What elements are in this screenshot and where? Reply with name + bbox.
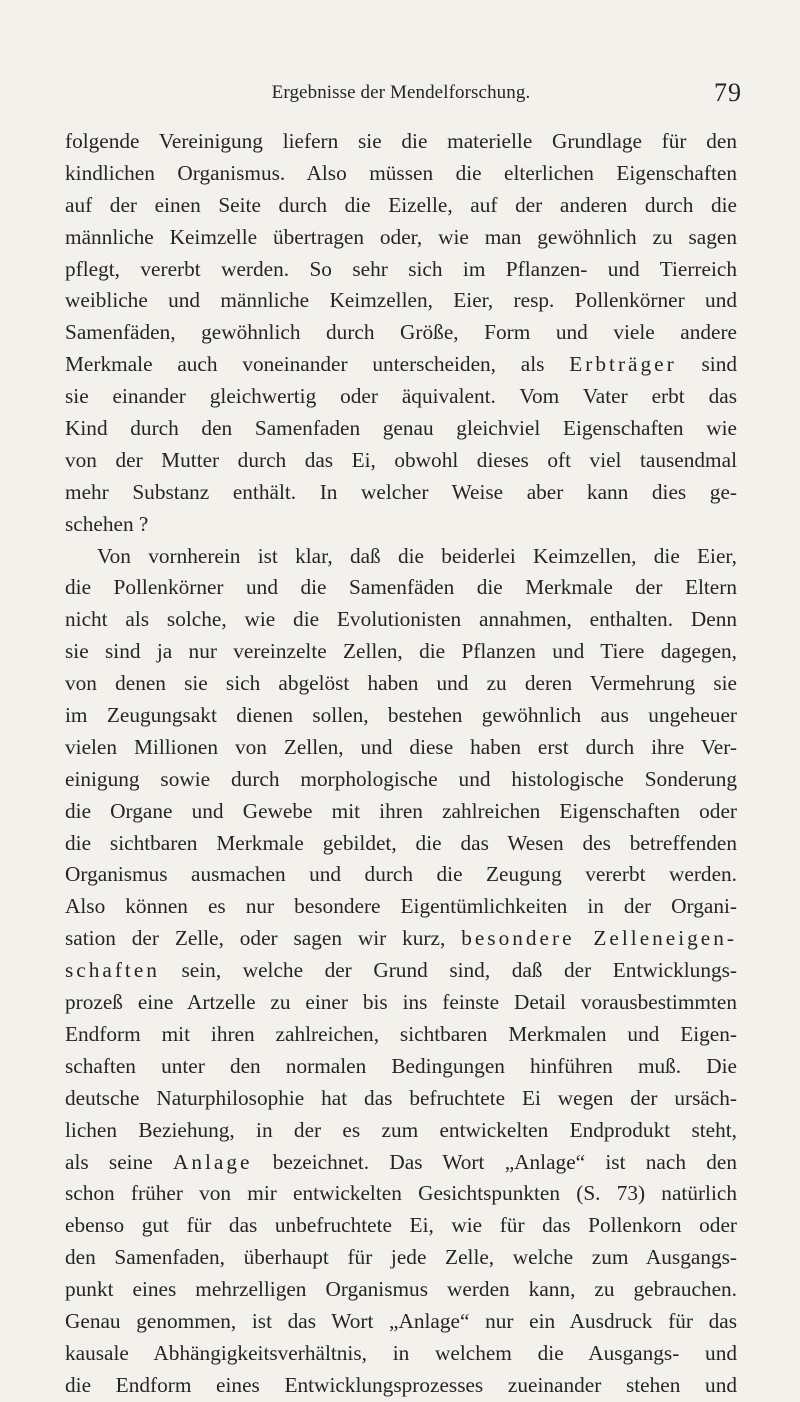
text-line: prozeß eine Artzelle zu einer bis ins feinste Detail vorausbestimmten <box>65 990 737 1015</box>
text-line: sie einander gleichwertig oder äquivalent. Vom Vater erbt das <box>65 384 737 409</box>
text-line: kausale Abhängigkeitsverhältnis, in welchem die Ausgangs- und <box>65 1340 737 1365</box>
text-line: einigung sowie durch morphologische und histologische Sonderung <box>65 766 737 791</box>
text-line <box>65 955 737 987</box>
text-line: Also können es nur besondere Eigentümlichkeiten in der Organi- <box>65 894 737 919</box>
text-line: Samenfäden, gewöhnlich durch Größe, Form und viele andere <box>65 320 737 345</box>
text-line: auf der einen Seite durch die Eizelle, auf der anderen durch die <box>65 192 737 217</box>
text-line: deutsche Naturphilosophie hat das befruchtete Ei wegen der ursäch- <box>65 1085 737 1110</box>
paragraph-1 <box>65 126 737 541</box>
text-line: schon früher von mir entwickelten Gesichtspunkten (S. 73) natürlich <box>65 1181 737 1206</box>
emphasized-term: besondere Zelleneigen- <box>461 926 737 951</box>
emphasized-term: Anlage <box>172 1149 253 1174</box>
text-line: von denen sie sich abgelöst haben und zu deren Vermehrung sie <box>65 671 737 696</box>
text-line <box>65 1147 737 1179</box>
paragraph-2 <box>65 541 737 1402</box>
text-line: folgende Vereinigung liefern sie die materielle Grundlage für den <box>65 129 737 153</box>
text-line: mehr Substanz enthält. In welcher Weise aber kann dies ge- <box>65 479 737 504</box>
emphasized-term: Erbträger <box>569 352 677 377</box>
text-line: die Pollenkörner und die Samenfäden die Merkmale der Eltern <box>65 575 737 600</box>
text-run: bezeichnet. Das Wort „Anlage“ ist nach den <box>252 1149 737 1174</box>
text-line: Kind durch den Samenfaden genau gleichviel Eigenschaften wie <box>65 416 737 441</box>
text-run: sation der Zelle, oder sagen wir kurz, <box>65 926 462 951</box>
page-number: 79 <box>714 78 742 107</box>
text-line: pflegt, vererbt werden. So sehr sich im Pflanzen- und Tierreich <box>65 256 737 281</box>
text-line: Organismus ausmachen und durch die Zeugung vererbt werden. <box>65 862 737 887</box>
text-line: Genau genommen, ist das Wort „Anlage“ nur ein Ausdruck für das <box>65 1308 737 1333</box>
text-line: lichen Beziehung, in der es zum entwickelten Endprodukt steht, <box>65 1117 737 1142</box>
text-line: sie sind ja nur vereinzelte Zellen, die Pflanzen und Tiere dagegen, <box>65 639 737 664</box>
text-line: männliche Keimzelle übertragen oder, wie man gewöhnlich zu sagen <box>65 224 737 249</box>
text-line: Endform mit ihren zahlreichen, sichtbaren Merkmalen und Eigen- <box>65 1021 737 1046</box>
emphasized-term: schaften <box>65 958 160 983</box>
text-line: vielen Millionen von Zellen, und diese haben erst durch ihre Ver- <box>65 734 737 759</box>
text-run: sein, welche der Grund sind, daß der Entwicklungs- <box>159 958 737 983</box>
text-line: punkt eines mehrzelligen Organismus werden kann, zu gebrauchen. <box>65 1277 737 1302</box>
text-line: die Organe und Gewebe mit ihren zahlreichen Eigenschaften oder <box>65 798 737 823</box>
text-line: weibliche und männliche Keimzellen, Eier, resp. Pollenkörner und <box>65 288 737 313</box>
text-line: die sichtbaren Merkmale gebildet, die das Wesen des betreffenden <box>65 830 737 855</box>
text-line <box>65 923 737 955</box>
text-line <box>65 349 737 381</box>
text-line: kindlichen Organismus. Also müssen die elterlichen Eigenschaften <box>65 160 737 185</box>
body-text <box>65 126 737 1402</box>
text-run: sind <box>676 352 737 377</box>
text-line: den Samenfaden, überhaupt für jede Zelle, welche zum Ausgangs- <box>65 1245 737 1270</box>
page-header <box>65 78 742 110</box>
text-line: im Zeugungsakt dienen sollen, bestehen gewöhnlich aus ungeheuer <box>65 703 737 728</box>
text-run: Merkmale auch voneinander unterscheiden, als <box>65 352 570 377</box>
text-line: von der Mutter durch das Ei, obwohl dieses oft viel tausendmal <box>65 447 737 472</box>
text-line: die Endform eines Entwicklungsprozesses zueinander stehen und <box>65 1372 737 1397</box>
text-line: nicht als solche, wie die Evolutionisten annahmen, enthalten. Denn <box>65 607 737 632</box>
text-run: als seine <box>65 1149 173 1174</box>
text-line: Von vornherein ist klar, daß die beiderlei Keimzellen, die Eier, <box>97 543 737 568</box>
text-line: schehen ? <box>65 511 149 536</box>
text-line: ebenso gut für das unbefruchtete Ei, wie für das Pollenkorn oder <box>65 1213 737 1238</box>
text-line: schaften unter den normalen Bedingungen hinführen muß. Die <box>65 1053 737 1078</box>
running-title: Ergebnisse der Mendelforschung. <box>271 82 531 103</box>
